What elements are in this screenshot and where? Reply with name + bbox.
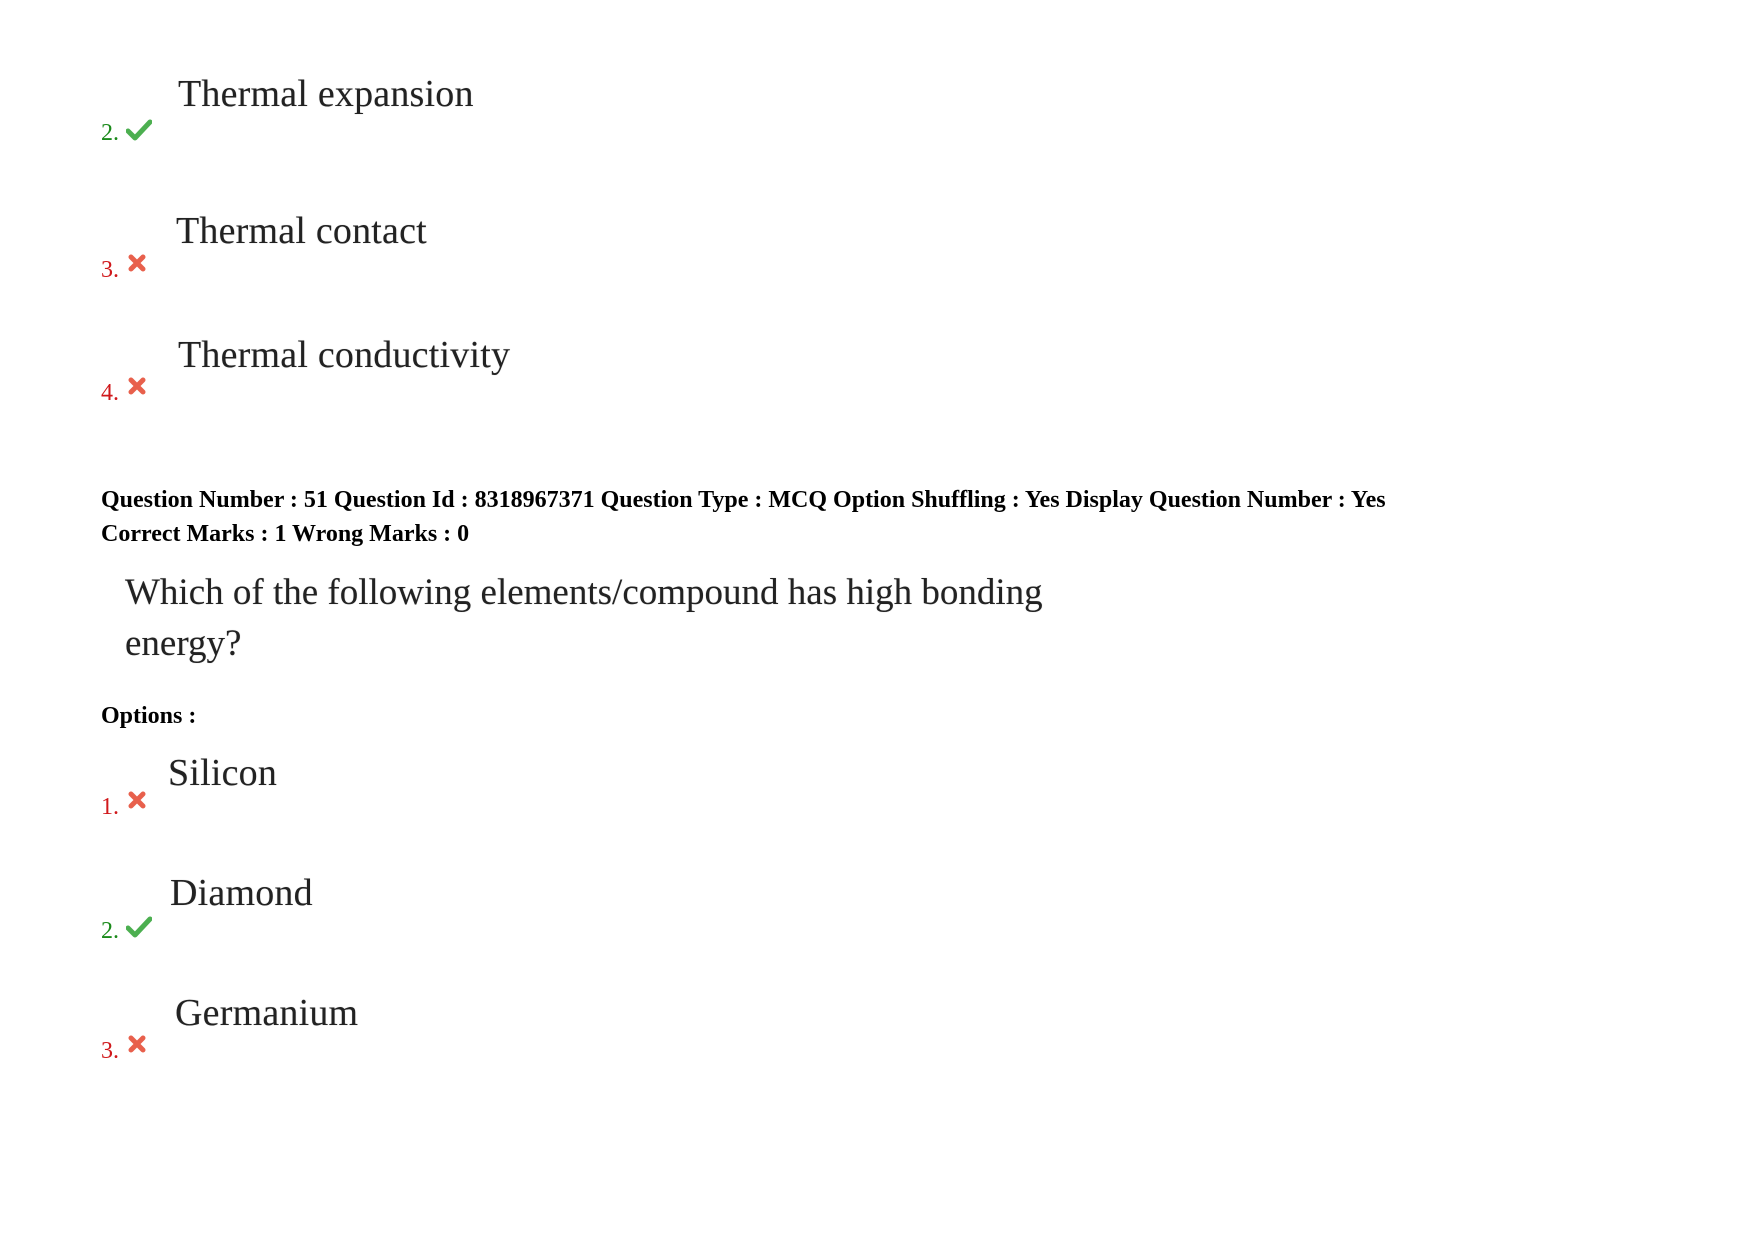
- option-number: 2.: [101, 918, 119, 944]
- option-text: Germanium: [175, 992, 359, 1034]
- cross-icon: [127, 790, 147, 810]
- option-number: 1.: [101, 794, 119, 820]
- option-number: 4.: [101, 380, 119, 406]
- option-text: Thermal conductivity: [178, 334, 511, 376]
- option-text: Thermal expansion: [178, 73, 474, 115]
- option-number: 3.: [101, 1038, 119, 1064]
- cross-icon: [127, 376, 147, 396]
- question-meta-line-1: Question Number : 51 Question Id : 8318967371 Question Type : MCQ Option Shuffling : Yes Display Question Number : Yes: [101, 487, 1386, 513]
- question-meta-line-2: Correct Marks : 1 Wrong Marks : 0: [101, 521, 470, 547]
- check-icon: [126, 914, 152, 940]
- cross-icon: [127, 253, 147, 273]
- cross-icon: [127, 1034, 147, 1054]
- option-text: Silicon: [168, 752, 278, 794]
- option-number: 3.: [101, 257, 119, 283]
- question-text: Which of the following elements/compound has high bonding energy?: [125, 572, 1043, 664]
- option-text: Diamond: [170, 872, 313, 914]
- option-number: 2.: [101, 120, 119, 146]
- option-text: Thermal contact: [176, 210, 427, 252]
- check-icon: [126, 117, 152, 143]
- options-label: Options :: [101, 703, 197, 729]
